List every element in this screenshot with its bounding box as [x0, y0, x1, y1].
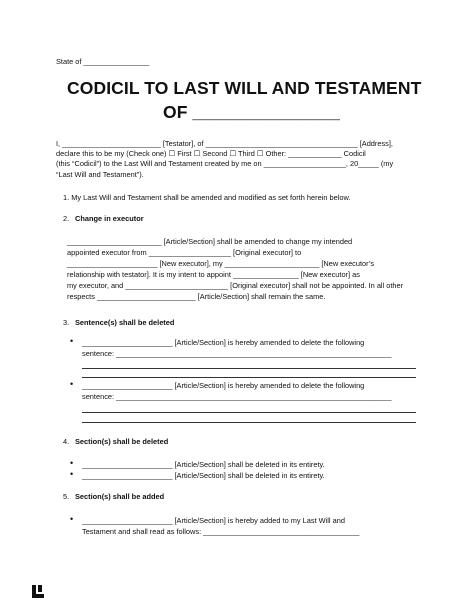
bullet-icon: •	[70, 514, 74, 524]
section-2-line-2: appointed executor from ____________________ [Original executor] to	[67, 248, 302, 257]
bullet-icon: •	[70, 336, 74, 346]
document-title-of: OF _______________	[163, 102, 340, 122]
section-2-number: 2.	[63, 214, 70, 223]
section-3-item-1-line-2: sentence: ___________________________________________________________________	[82, 349, 392, 358]
blank-line	[82, 377, 416, 378]
section-3-item-1-line-1: ______________________ [Article/Section] is hereby amended to delete the following	[82, 338, 365, 347]
section-3-heading: Sentence(s) shall be deleted	[75, 318, 175, 327]
section-2-line-4: relationship with testator]. It is my intent to appoint ________________ [New executor] as	[67, 270, 360, 279]
bullet-icon: •	[70, 458, 74, 468]
section-4-number: 4.	[63, 437, 70, 446]
section-2-heading: Change in executor	[75, 214, 144, 223]
section-1-text: 1. My Last Will and Testament shall be amended and modified as set forth herein below.	[63, 193, 351, 202]
section-3-item-2-line-2: sentence: ___________________________________________________________________	[82, 392, 392, 401]
section-4-item-2: ______________________ [Article/Section] shall be deleted in its entirety.	[82, 471, 325, 480]
document-title: CODICIL TO LAST WILL AND TESTAMENT	[67, 78, 422, 98]
section-2-line-1: _______________________ [Article/Section] shall be amended to change my intended	[67, 237, 353, 246]
intro-line-2: declare this to be my (Check one) ☐ First ☐ Second ☐ Third ☐ Other: _____________ Codicil	[56, 149, 366, 158]
section-2-line-6: respects ________________________ [Article/Section] shall remain the same.	[67, 292, 326, 301]
blank-line	[82, 368, 416, 369]
state-line: State of ________________	[56, 57, 150, 66]
section-3-number: 3.	[63, 318, 70, 327]
intro-line-3: (this “Codicil”) to the Last Will and Testament created by me on ____________________, 20_____ (my	[56, 159, 394, 168]
blank-line	[82, 412, 416, 413]
section-2-line-3: ______________________ [New executor], my _______________________ [New executor’s	[67, 259, 375, 268]
section-5-item-1-line-1: ______________________ [Article/Section] is hereby added to my Last Will and	[82, 516, 345, 525]
intro-line-4: “Last Will and Testament”).	[56, 170, 144, 179]
bullet-icon: •	[70, 379, 74, 389]
blank-line	[82, 422, 416, 423]
section-4-item-1: ______________________ [Article/Section] shall be deleted in its entirety.	[82, 460, 325, 469]
section-5-item-1-line-2: Testament and shall read as follows: ______________________________________	[82, 527, 360, 536]
section-2-line-5: my executor, and _________________________ [Original executor] shall not be appointed. In all other	[67, 281, 404, 290]
section-3-item-2-line-1: ______________________ [Article/Section] is hereby amended to delete the following	[82, 381, 365, 390]
section-4-heading: Section(s) shall be deleted	[75, 437, 169, 446]
section-5-heading: Section(s) shall be added	[75, 492, 165, 501]
bullet-icon: •	[70, 469, 74, 479]
section-5-number: 5.	[63, 492, 70, 501]
legal-templates-logo-icon	[31, 584, 46, 599]
intro-line-1: I, ________________________ [Testator], of _____________________________________ [Address],	[56, 139, 393, 148]
